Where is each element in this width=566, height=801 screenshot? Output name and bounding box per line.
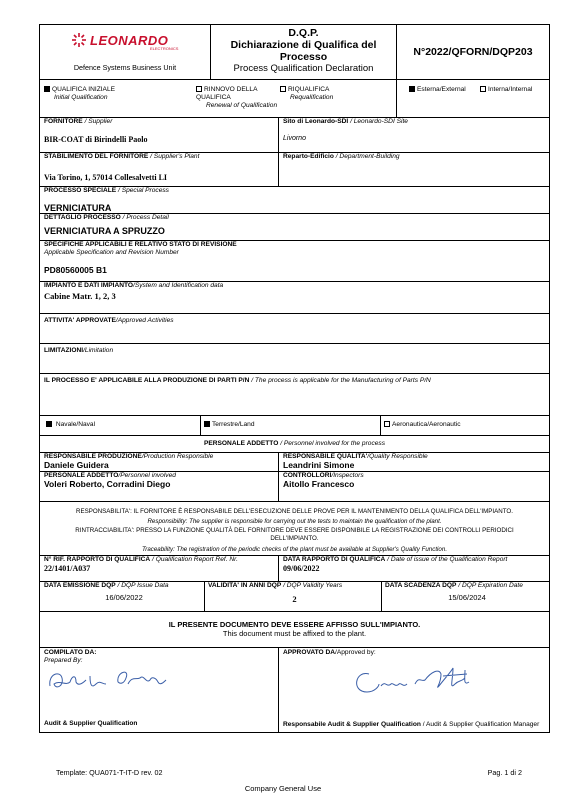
notes-row	[40, 501, 549, 555]
leonardo-logo-icon	[70, 31, 88, 49]
logo-cell	[40, 25, 210, 79]
expiration-value: 15/06/2024	[448, 593, 486, 602]
specifications-value: PD80560005 B1	[44, 265, 107, 275]
qual-internal: Interna/Internal	[480, 80, 549, 117]
checkbox-naval-icon	[46, 421, 52, 427]
responsibles-row	[40, 452, 549, 471]
checkbox-external-icon	[409, 86, 415, 92]
affix-notice-en: This document must be affixed to the plant.	[222, 629, 367, 638]
domain-row	[40, 415, 549, 435]
supplier-row	[40, 117, 549, 152]
special-process-value: VERNICIATURA	[44, 203, 112, 213]
qual-requal: RIQUALIFICA Requalification	[280, 80, 400, 117]
report-ref-value: 22/1401/A037	[44, 564, 91, 573]
report-date-cell: DATA RAPPORTO DI QUALIFICA / Date of issue of the Qualification Report 09/06/2022	[278, 556, 549, 581]
responsibility-note: RESPONSABILITA': IL FORNITORE È RESPONSABILE DELL'ESECUZIONE DELLE PROVE PER IL MANTENIMENTO DELLA QUALIFICA DELL'IMPIANTO.	[76, 508, 513, 515]
checkbox-initial-icon	[44, 86, 50, 92]
supplier-value: BIR-COAT di Birindelli Paolo	[44, 135, 148, 144]
plant-row	[40, 152, 549, 186]
business-unit: Defence Systems Business Unit	[73, 63, 177, 72]
template-footer: Template: QUA071-T-IT-D rev. 02	[56, 768, 163, 777]
qual-type-row	[40, 79, 549, 117]
applicable-parts-row: IL PROCESSO E' APPLICABILE ALLA PRODUZIONE DI PARTI P/N / The process is applicable for the Manufacturing of Parts P/N	[40, 373, 549, 415]
domain-naval: Navale/Naval	[46, 416, 196, 435]
production-responsible-cell: RESPONSABILE PRODUZIONE/Production Responsible Daniele Guidera	[44, 453, 278, 471]
special-process-row: PROCESSO SPECIALE / Special Process VERNICIATURA	[40, 186, 549, 213]
responsibility-note-en: Responsibility: The supplier is responsible for carrying out the tests to maintain the qualification of the plant.	[147, 517, 442, 525]
checkbox-renewal-icon	[196, 86, 202, 92]
plant-value: Via Torino, 1, 57014 Collesalvetti LI	[44, 173, 168, 182]
plant-cell: STABILIMENTO DEL FORNITORE / Supplier's Plant Via Torino, 1, 57014 Collesalvetti LI	[44, 153, 278, 186]
report-ref-cell: N° RIF. RAPPORTO DI QUALIFICA / Qualification Report Ref. Nr. 22/1401/A037	[44, 556, 278, 581]
affix-notice: IL PRESENTE DOCUMENTO DEVE ESSERE AFFISSO SULL'IMPIANTO.	[168, 620, 421, 629]
expiration-cell: DATA SCADENZA DQP / DQP Expiration Date 15/06/2024	[381, 582, 549, 611]
department-cell: Reparto-Edificio / Department-Building	[278, 153, 549, 186]
qual-external: Esterna/External	[396, 80, 476, 117]
issue-date-value: 16/06/2022	[105, 593, 143, 602]
signatures-row	[40, 647, 549, 732]
specifications-row: SPECIFICHE APPLICABILI E RELATIVO STATO DI REVISIONE Applicable Specification and Revision Number PD80560005 B1	[40, 240, 549, 281]
prepared-by-cell: COMPILATO DA: Prepared By: Audit & Supplier Qualification	[44, 648, 278, 732]
prepared-signature	[46, 666, 176, 694]
classification-label: Company General Use	[244, 784, 322, 793]
personnel-involved-cell: PERSONALE ADDETTO/Personnel involved Voleri Roberto, Corradini Diego	[44, 472, 278, 501]
checkbox-requal-icon	[280, 86, 286, 92]
system-value: Cabine Matr. 1, 2, 3	[44, 291, 116, 301]
qual-initial: QUALIFICA INIZIALE Initial Qualification	[44, 80, 194, 117]
site-cell: Sito di Leonardo-SDI / Leonardo-SDI Site Livorno	[278, 118, 549, 152]
title-it: Dichiarazione di Qualifica del Processo	[230, 39, 377, 63]
personnel-involved-value: Voleri Roberto, Corradini Diego	[44, 479, 171, 489]
header-row	[40, 25, 549, 79]
title-dqp: D.Q.P.	[288, 27, 319, 39]
approved-by-cell: APPROVATO DA/Approved by: Responsabile Audit & Supplier Qualification / Audit & Supplier Qualification Manager	[278, 648, 549, 732]
inspectors-value: Aitollo Francesco	[283, 479, 355, 489]
approved-activities-row: ATTIVITA' APPROVATE/Approved Activities	[40, 313, 549, 343]
process-detail-value: VERNICIATURA A SPRUZZO	[44, 226, 165, 236]
doc-number: N°2022/QFORN/DQP203	[413, 46, 533, 58]
limitation-row: LIMITAZIONI/Limitation	[40, 343, 549, 373]
qual-renewal: RINNOVO DELLA QUALIFICA Renewal of Qualification	[196, 86, 278, 109]
page-number: Pag. 1 di 2	[487, 768, 522, 777]
form-frame	[39, 24, 550, 733]
checkbox-aeronautic-icon	[384, 421, 390, 427]
production-responsible-value: Daniele Guidera	[44, 460, 109, 470]
validity-value: 2	[292, 594, 297, 604]
title-cell	[210, 25, 396, 79]
traceability-note: RINTRACCIABILITA': PRESSO LA FUNZIONE QUALITÀ DEL FORNITORE DEVE ESSERE DISPONIBILE LA REGISTRAZIONE DEI CONTROLLI PERIODICI DELL'IMPIANTO.	[75, 527, 514, 542]
personnel-row	[40, 471, 549, 501]
site-value: Livorno	[283, 135, 306, 142]
logo-text: LEONARDO	[90, 33, 169, 48]
system-row: IMPIANTO E DATI IMPIANTO/System and Identification data Cabine Matr. 1, 2, 3	[40, 281, 549, 313]
report-row	[40, 555, 549, 581]
doc-number-cell	[396, 25, 549, 79]
process-detail-row: DETTAGLIO PROCESSO / Process Detail VERNICIATURA A SPRUZZO	[40, 213, 549, 240]
quality-responsible-value: Leandrini Simone	[283, 460, 355, 470]
prepared-role: Audit & Supplier Qualification	[44, 720, 138, 727]
checkbox-internal-icon	[480, 86, 486, 92]
validity-cell: VALIDITA' IN ANNI DQP / DQP Validity Years 2	[204, 582, 381, 611]
title-en: Process Qualification Declaration	[233, 63, 374, 74]
dates-row	[40, 581, 549, 611]
logo-subtext: ELECTRONICS	[150, 46, 179, 51]
domain-aeronautic: Aeronautica/Aeronautic	[380, 416, 549, 435]
supplier-cell: FORNITORE / Supplier BIR-COAT di Birindelli Paolo	[44, 118, 278, 152]
inspectors-cell: CONTROLLORI/Inspectors Aitollo Francesco	[278, 472, 549, 501]
quality-responsible-cell: RESPONSABILE QUALITA'/Quality Responsible Leandrini Simone	[278, 453, 549, 471]
approved-signature	[349, 662, 479, 702]
report-date-value: 09/06/2022	[283, 564, 320, 573]
personnel-header-row: PERSONALE ADDETTO / Personnel involved for the process	[40, 435, 549, 452]
traceability-note-en: Traceability: The registration of the periodic checks of the plant must be available at Supplier's Quality Function.	[141, 546, 448, 553]
affix-row	[40, 611, 549, 647]
issue-date-cell: DATA EMISSIONE DQP / DQP Issue Data 16/06/2022	[44, 582, 204, 611]
checkbox-land-icon	[204, 421, 210, 427]
approved-role: Responsabile Audit & Supplier Qualification / Audit & Supplier Qualification Manager	[283, 721, 540, 728]
domain-land: Terrestre/Land	[200, 416, 376, 435]
